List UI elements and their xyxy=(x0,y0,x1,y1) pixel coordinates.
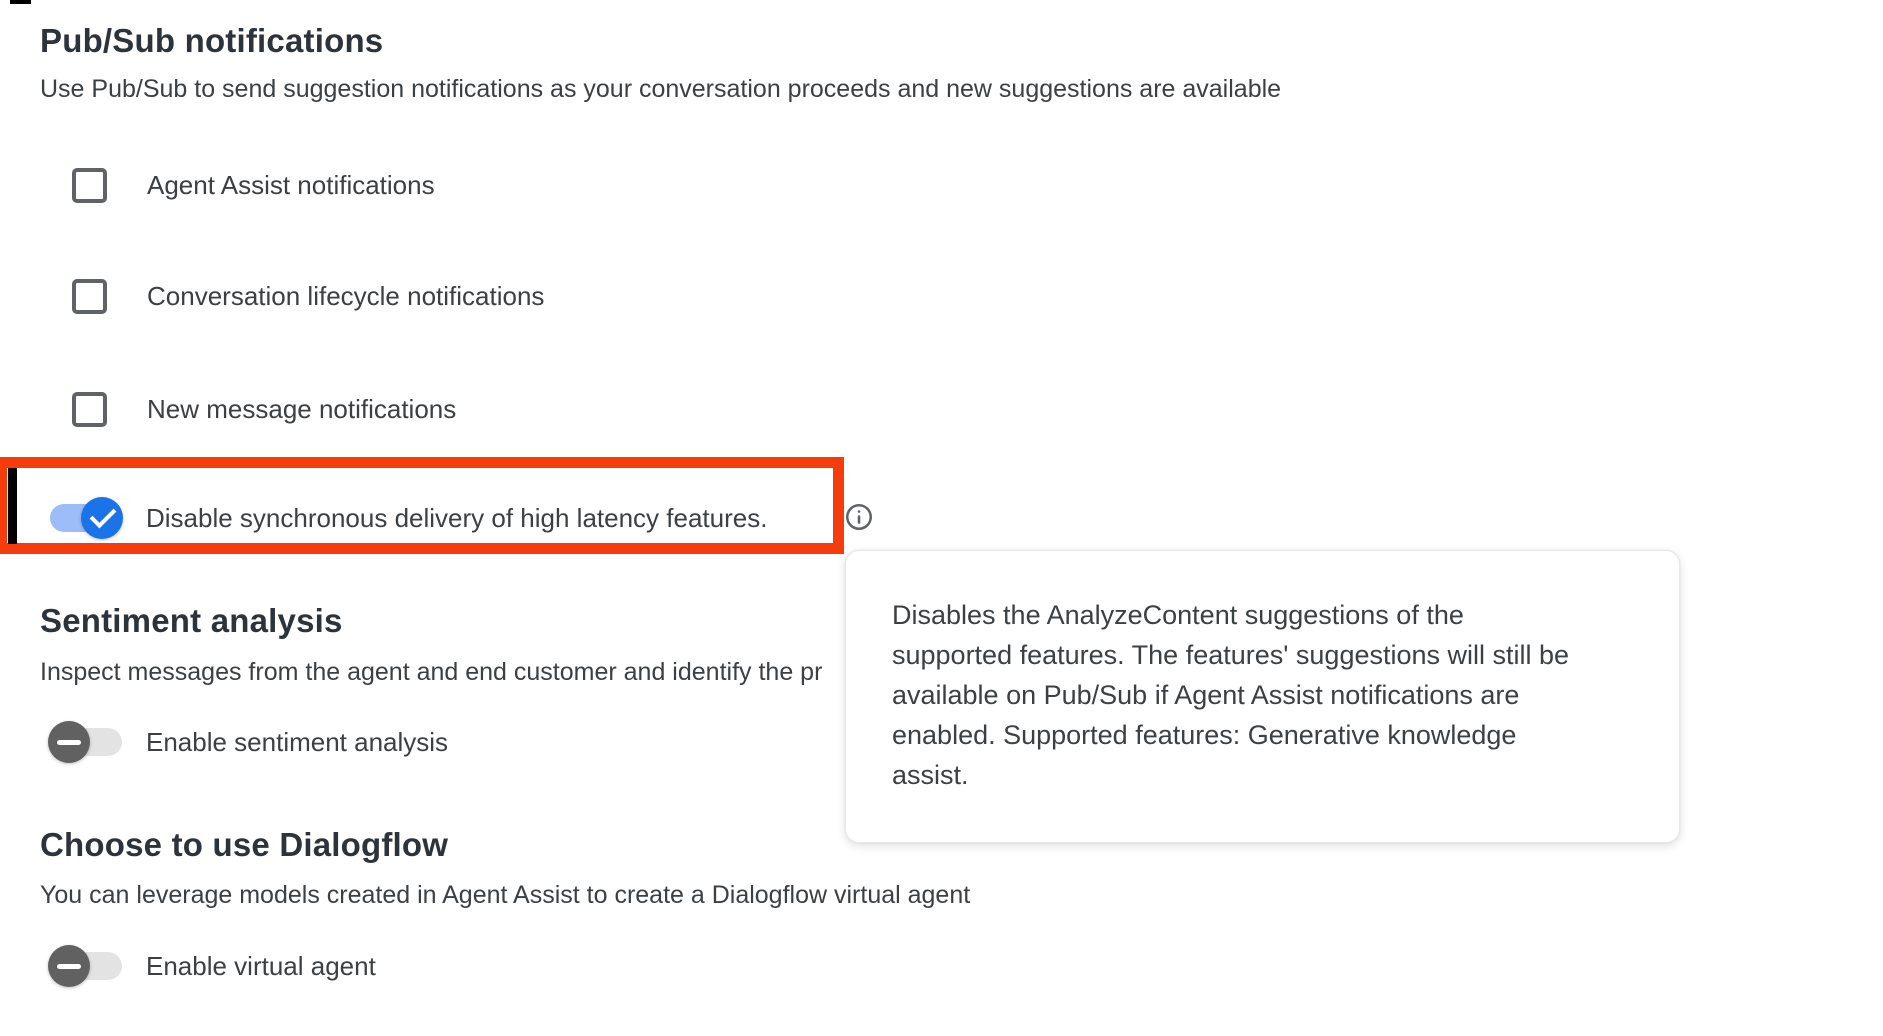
pubsub-section-title: Pub/Sub notifications xyxy=(40,22,384,59)
dialogflow-section-title: Choose to use Dialogflow xyxy=(40,826,449,863)
tooltip-text: enabled. Supported features: Generative knowledge xyxy=(892,720,1517,750)
toggle-label[interactable]: Enable virtual agent xyxy=(146,951,376,981)
new-message-notifications-checkbox[interactable] xyxy=(72,392,107,427)
info-icon[interactable] xyxy=(845,503,873,531)
highlight-left-black-bar xyxy=(8,468,17,544)
pubsub-section-description: Use Pub/Sub to send suggestion notifications as your conversation proceeds and new suggestions are available xyxy=(40,75,1282,103)
disable-sync-toggle[interactable] xyxy=(81,497,123,539)
minus-icon xyxy=(57,740,81,745)
tooltip-text: available on Pub/Sub if Agent Assist notifications are xyxy=(892,680,1520,710)
tooltip xyxy=(845,550,1680,843)
enable-virtual-agent-toggle[interactable] xyxy=(48,945,90,987)
agent-assist-notifications-checkbox[interactable] xyxy=(72,168,107,203)
checkbox-label[interactable]: Conversation lifecycle notifications xyxy=(147,280,545,311)
conversation-lifecycle-notifications-checkbox[interactable] xyxy=(72,279,107,314)
toggle-label[interactable]: Enable sentiment analysis xyxy=(146,727,449,757)
checkbox-row xyxy=(72,391,456,427)
tooltip-text: assist. xyxy=(892,760,969,790)
dialogflow-section-description: You can leverage models created in Agent Assist to create a Dialogflow virtual agent xyxy=(40,881,971,909)
tooltip-text: supported features. The features' suggestions will still be xyxy=(892,640,1570,670)
tooltip-text: Disables the AnalyzeContent suggestions of the xyxy=(892,600,1464,630)
sentiment-section-description: Inspect messages from the agent and end customer and identify the pr xyxy=(40,658,823,686)
checkbox-row xyxy=(72,278,544,314)
enable-sentiment-toggle[interactable] xyxy=(48,721,90,763)
screen-edge-artifact xyxy=(10,0,31,4)
checkbox-label[interactable]: New message notifications xyxy=(147,393,457,424)
sentiment-section-title: Sentiment analysis xyxy=(40,602,343,639)
check-icon xyxy=(90,502,117,529)
toggle-label[interactable]: Disable synchronous delivery of high latency features. xyxy=(146,503,768,533)
checkbox-row xyxy=(72,167,435,203)
minus-icon xyxy=(57,964,81,969)
checkbox-label[interactable]: Agent Assist notifications xyxy=(147,169,435,200)
